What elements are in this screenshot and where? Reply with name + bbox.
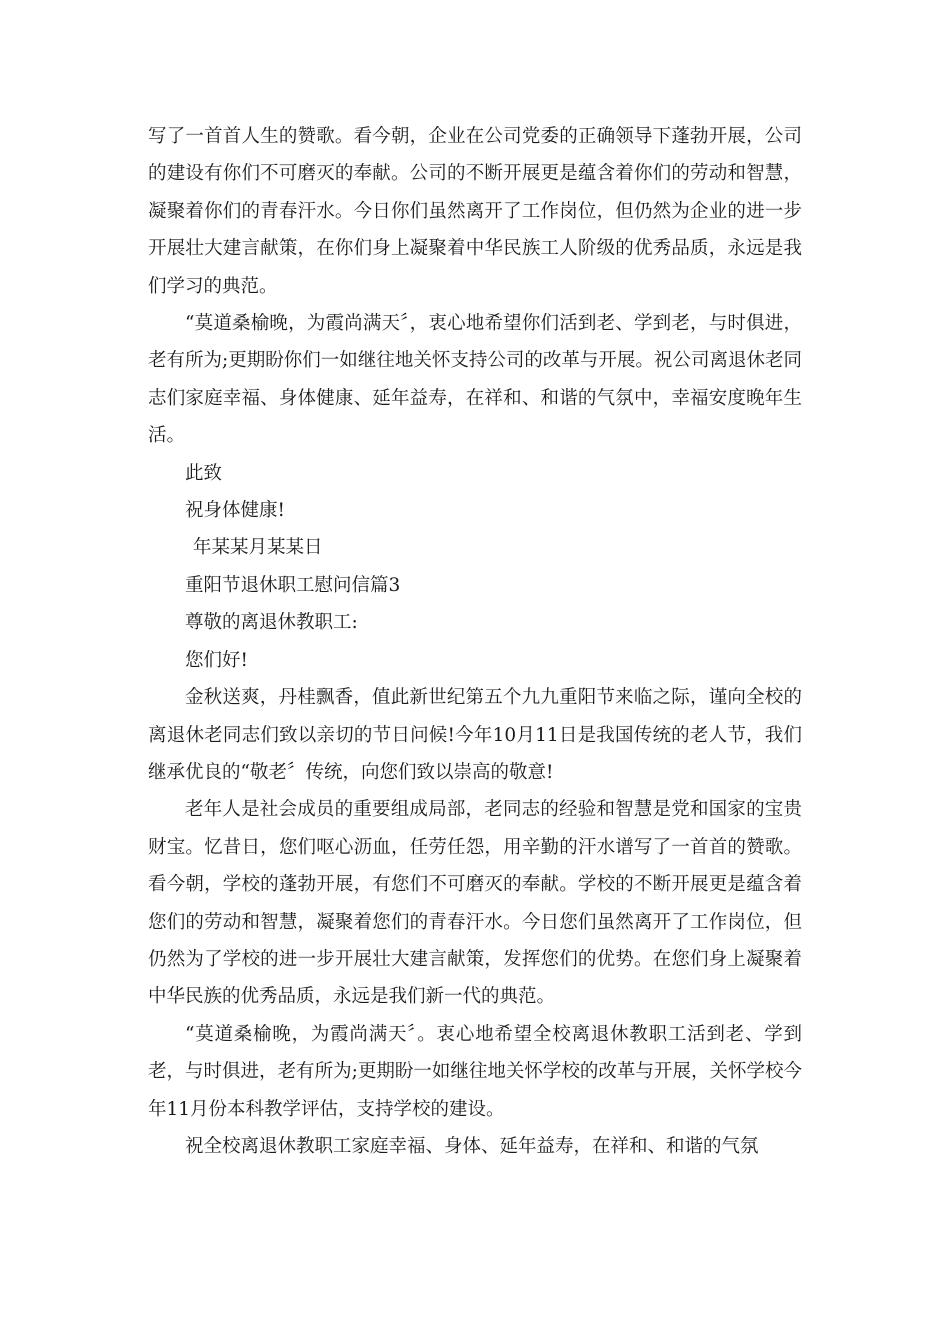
closing-salutation: 此致: [185, 462, 223, 484]
paragraph-contribution: 老年人是社会成员的重要组成局部，老同志的经验和智慧是党和国家的宝贵财宝。忆昔日，您们呕心沥血，任劳任怨，用辛勤的汗水谱写了一首首的赞歌。看今朝，学校的蓬勃开展，有您们不可磨灭的奉献。学校的不断开展更是蕴含着您们的劳动和智慧，凝聚着您们的青春汗水。今日您们虽然离开了工作岗位，但仍然为了学校的进一步开展壮大建言献策，发挥您们的优势。在您们身上凝聚着中华民族的优秀品质，永远是我们新一代的典范。: [148, 799, 802, 1008]
section-heading: 重阳节退休职工慰问信篇3: [185, 574, 401, 596]
paragraph-blessing: 祝全校离退休教职工家庭幸福、身体、延年益寿，在祥和、和谐的气氛: [185, 1135, 759, 1157]
paragraph-hope: “莫道桑榆晚，为霞尚满天〞。衷心地希望全校离退休教职工活到老、学到老，与时俱进，老有所为;更期盼一如继往地关怀学校的改革与开展，关怀学校今年11月份本科教学评估，支持学校的建设。: [148, 1023, 802, 1120]
paragraph-continuation: 写了一首首人生的赞歌。看今朝，企业在公司党委的正确领导下蓬勃开展，公司的建设有你们不可磨灭的奉献。公司的不断开展更是蕴含着你们的劳动和智慧，凝聚着你们的青春汗水。今日你们虽然离开了工作岗位，但仍然为企业的进一步开展壮大建言献策，在你们身上凝聚着中华民族工人阶级的优秀品质，永远是我们学习的典范。: [148, 126, 802, 297]
recipient-salutation: 尊敬的离退休教职工:: [185, 612, 358, 634]
paragraph-wishes: “莫道桑榆晚，为霞尚满天〞，衷心地希望你们活到老、学到老，与时俱进，老有所为;更期盼你们一如继往地关怀支持公司的改革与开展。祝公司离退休老同志们家庭幸福、身体健康、延年益寿，在祥和、和谐的气氛中，幸福安度晚年生活。: [148, 313, 802, 447]
greeting: 您们好!: [185, 649, 248, 671]
letter-date: 年某某月某某日: [193, 537, 323, 559]
closing-wish: 祝身体健康!: [185, 500, 285, 522]
letter-body: [148, 118, 802, 1165]
paragraph-festival: 金秋送爽，丹桂飘香，值此新世纪第五个九九重阳节来临之际，谨向全校的离退休老同志们致以亲切的节日问候!今年10月11日是我国传统的老人节，我们继承优良的“敬老〞传统，向您们致以崇高的敬意!: [148, 687, 802, 783]
